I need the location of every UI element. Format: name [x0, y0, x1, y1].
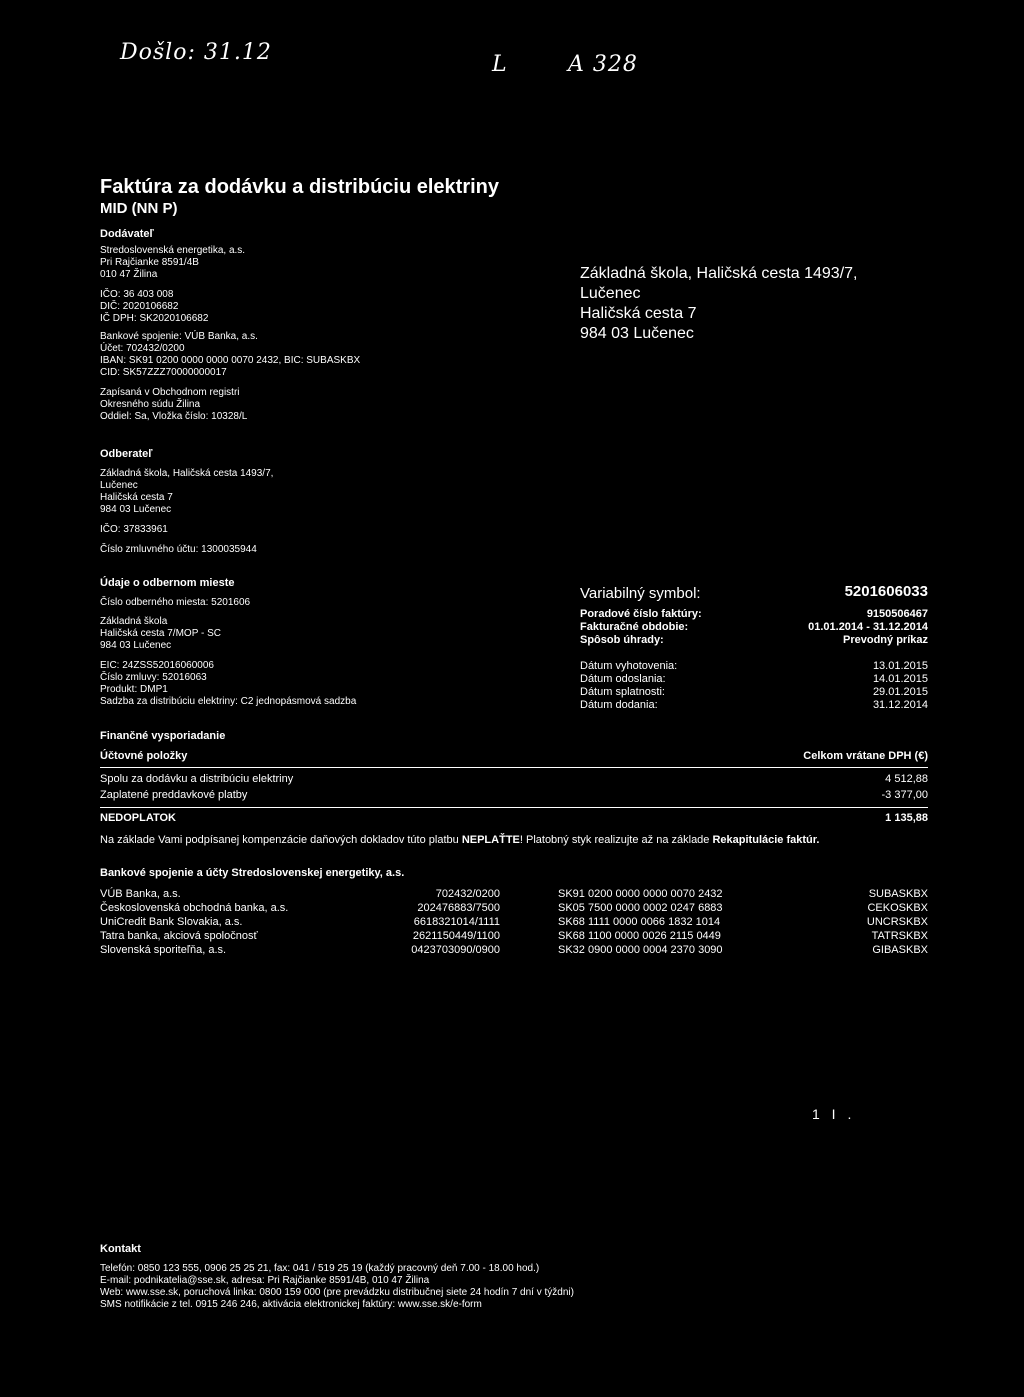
- payment-note-d: Rekapitulácie faktúr.: [712, 834, 820, 846]
- financial-divider-top: [100, 767, 928, 768]
- supplier-name: Stredoslovenská energetika, a.s.: [100, 245, 246, 256]
- supplier-register-3: Oddiel: Sa, Vložka číslo: 10328/L: [100, 411, 248, 422]
- invoice-title: Faktúra za dodávku a distribúciu elektriny: [100, 176, 500, 198]
- contact-email: E-mail: podnikatelia@sse.sk, adresa: Pri Rajčianke 8591/4B, 010 47 Žilina: [100, 1275, 430, 1286]
- bank-iban: SK68 1111 0000 0066 1832 1014: [558, 916, 721, 928]
- total-incl-vat-label: Celkom vrátane DPH (€): [803, 750, 928, 762]
- bank-row: [100, 915, 928, 929]
- invoice-number-label: Poradové číslo faktúry:: [580, 608, 702, 620]
- customer-heading: Odberateľ: [100, 448, 153, 460]
- bank-account: 2621150449/1100: [412, 930, 500, 942]
- date-issued-label: Dátum vyhotovenia:: [580, 660, 678, 672]
- supplier-cid: CID: SK57ZZZ70000000017: [100, 367, 227, 378]
- customer-line-4: 984 03 Lučenec: [100, 504, 172, 515]
- bank-bic: CEKOSKBX: [867, 902, 928, 914]
- bank-account: 0423703090/0900: [411, 944, 500, 956]
- recipient-line-2: Lučenec: [580, 285, 641, 302]
- delivery-point-product: Produkt: DMP1: [100, 684, 168, 695]
- payment-method-value: Prevodný príkaz: [843, 634, 928, 646]
- customer-block: [100, 448, 273, 556]
- underpayment-value: 1 135,88: [885, 812, 928, 824]
- invoice-number-row: [580, 608, 928, 621]
- bank-account: 202476883/7500: [417, 902, 500, 914]
- bank-iban: SK91 0200 0000 0000 0070 2432: [558, 888, 723, 900]
- financial-row-value: 4 512,88: [885, 773, 928, 785]
- bank-bic: UNCRSKBX: [866, 916, 928, 928]
- supplier-dic: DIČ: 2020106682: [100, 301, 179, 312]
- bank-row: [100, 929, 928, 943]
- supplier-bank: Bankové spojenie: VÚB Banka, a.s.: [100, 331, 258, 342]
- invoice-subtitle: MID (NN P): [100, 200, 178, 217]
- recipient-line-3: Haličská cesta 7: [580, 305, 697, 322]
- financial-row-label: Zaplatené preddavkové platby: [100, 789, 248, 801]
- bank-name: Československá obchodná banka, a.s.: [100, 902, 289, 914]
- handwritten-number: A 328: [568, 52, 638, 77]
- items-label: Účtovné položky: [100, 750, 188, 762]
- bank-row: [100, 901, 928, 915]
- underpayment-label: NEDOPLATOK: [100, 812, 176, 824]
- date-issued-row: [580, 660, 928, 673]
- payment-note-c: ! Platobný styk realizujte až na základe: [519, 834, 713, 846]
- contact-web: Web: www.sse.sk, poruchová linka: 0800 159 000 (pre prevádzku distribučnej siete 24 hodín 7 dní v týždni): [100, 1287, 574, 1298]
- bank-iban: SK32 0900 0000 0004 2370 3090: [558, 944, 723, 956]
- bank-name: Tatra banka, akciová spoločnosť: [100, 930, 258, 942]
- invoice-meta-bold: [580, 608, 928, 647]
- date-sent-label: Dátum odoslania:: [580, 673, 666, 685]
- recipient-line-4: 984 03 Lučenec: [580, 325, 694, 342]
- bank-name: Slovenská sporiteľňa, a.s.: [100, 944, 227, 956]
- customer-contract-account: Číslo zmluvného účtu: 1300035944: [100, 544, 257, 555]
- invoice-number-value: 9150506467: [866, 608, 928, 620]
- delivery-point-heading: Údaje o odbernom mieste: [100, 577, 235, 589]
- payment-note-a: Na základe Vami podpísanej kompenzácie daňových dokladov túto platbu: [100, 834, 462, 846]
- delivery-point-rate: Sadzba za distribúciu elektriny: C2 jednopásmová sadzba: [100, 696, 357, 707]
- customer-line-3: Haličská cesta 7: [100, 492, 173, 503]
- bank-bic: TATRSKBX: [871, 930, 928, 942]
- bank-row: [100, 943, 928, 957]
- bank-account: 702432/0200: [435, 888, 500, 900]
- recipient-address: [580, 264, 857, 344]
- supplier-icdph: IČ DPH: SK2020106682: [100, 313, 209, 324]
- payment-note-b: NEPLAŤTE: [461, 834, 520, 846]
- payment-method-label: Spôsob úhrady:: [580, 634, 664, 646]
- billing-period-label: Fakturačné obdobie:: [580, 621, 689, 633]
- date-due-value: 29.01.2015: [872, 686, 928, 698]
- supplier-city: 010 47 Žilina: [100, 269, 158, 280]
- supplier-street: Pri Rajčianke 8591/4B: [100, 257, 199, 268]
- financial-row-label: Spolu za dodávku a distribúciu elektriny: [100, 773, 294, 785]
- date-sent-value: 14.01.2015: [872, 673, 928, 685]
- supplier-register-1: Zapísaná v Obchodnom registri: [100, 387, 240, 398]
- payment-note: [100, 834, 819, 847]
- bank-name: UniCredit Bank Slovakia, a.s.: [100, 916, 243, 928]
- variable-symbol-value: 5201606033: [844, 583, 928, 600]
- financial-rows: [100, 771, 928, 803]
- delivery-point-city: 984 03 Lučenec: [100, 640, 172, 651]
- banks-table: [100, 887, 928, 957]
- customer-line-2: Lučenec: [100, 480, 138, 491]
- supplier-ico: IČO: 36 403 008: [100, 289, 174, 300]
- bank-account: 6618321014/1111: [413, 916, 500, 928]
- bank-iban: SK68 1100 0000 0026 2115 0449: [558, 930, 721, 942]
- financial-row: [100, 771, 928, 787]
- date-due-label: Dátum splatnosti:: [580, 686, 665, 698]
- bank-bic: GIBASKBX: [872, 944, 928, 956]
- date-delivery-row: [580, 699, 928, 712]
- delivery-point-number: Číslo odberného miesta: 5201606: [100, 597, 251, 608]
- date-delivery-label: Dátum dodania:: [580, 699, 658, 711]
- page-marker: 1 I .: [812, 1106, 856, 1122]
- financial-row-value: -3 377,00: [881, 789, 928, 801]
- supplier-register-2: Okresného súdu Žilina: [100, 399, 201, 410]
- financial-heading: Finančné vysporiadanie: [100, 730, 226, 742]
- delivery-point-block: [100, 577, 356, 708]
- supplier-iban: IBAN: SK91 0200 0000 0000 0070 2432, BIC: SUBASKBX: [100, 355, 361, 366]
- financial-row: [100, 787, 928, 803]
- variable-symbol-label: Variabilný symbol:: [580, 585, 701, 602]
- contact-sms: SMS notifikácie z tel. 0915 246 246, aktivácia elektronickej faktúry: www.sse.sk/e-form: [100, 1299, 482, 1310]
- supplier-heading: Dodávateľ: [100, 228, 154, 240]
- date-due-row: [580, 686, 928, 699]
- financial-divider-bottom: [100, 807, 928, 808]
- bank-iban: SK05 7500 0000 0002 0247 6883: [558, 902, 723, 914]
- date-sent-row: [580, 673, 928, 686]
- date-delivery-value: 31.12.2014: [872, 699, 928, 711]
- date-issued-value: 13.01.2015: [872, 660, 928, 672]
- customer-ico: IČO: 37833961: [100, 524, 168, 535]
- handwritten-received-date: Došlo: 31.12: [120, 40, 272, 65]
- banks-heading: Bankové spojenie a účty Stredoslovenskej energetiky, a.s.: [100, 867, 405, 879]
- delivery-point-contract: Číslo zmluvy: 52016063: [100, 672, 207, 683]
- delivery-point-eic: EIC: 24ZSS52016060006: [100, 660, 214, 671]
- bank-row: [100, 887, 928, 901]
- delivery-point-name: Základná škola: [100, 616, 168, 627]
- recipient-line-1: Základná škola, Haličská cesta 1493/7,: [580, 265, 858, 282]
- contact-heading: Kontakt: [100, 1243, 141, 1255]
- bank-bic: SUBASKBX: [868, 888, 928, 900]
- payment-method-row: [580, 634, 928, 647]
- customer-line-1: Základná škola, Haličská cesta 1493/7,: [100, 468, 274, 479]
- contact-phone: Telefón: 0850 123 555, 0906 25 25 21, fax: 041 / 519 25 19 (každý pracovný deň 7.00 - 18.00 hod.): [100, 1263, 540, 1274]
- delivery-point-street: Haličská cesta 7/MOP - SC: [100, 628, 221, 639]
- handwritten-mark: L: [492, 52, 508, 77]
- billing-period-value: 01.01.2014 - 31.12.2014: [808, 621, 928, 633]
- supplier-block: [100, 228, 360, 423]
- invoice-dates: [580, 660, 928, 712]
- billing-period-row: [580, 621, 928, 634]
- bank-name: VÚB Banka, a.s.: [100, 888, 181, 900]
- supplier-account: Účet: 702432/0200: [100, 343, 185, 354]
- contact-block: [100, 1243, 574, 1311]
